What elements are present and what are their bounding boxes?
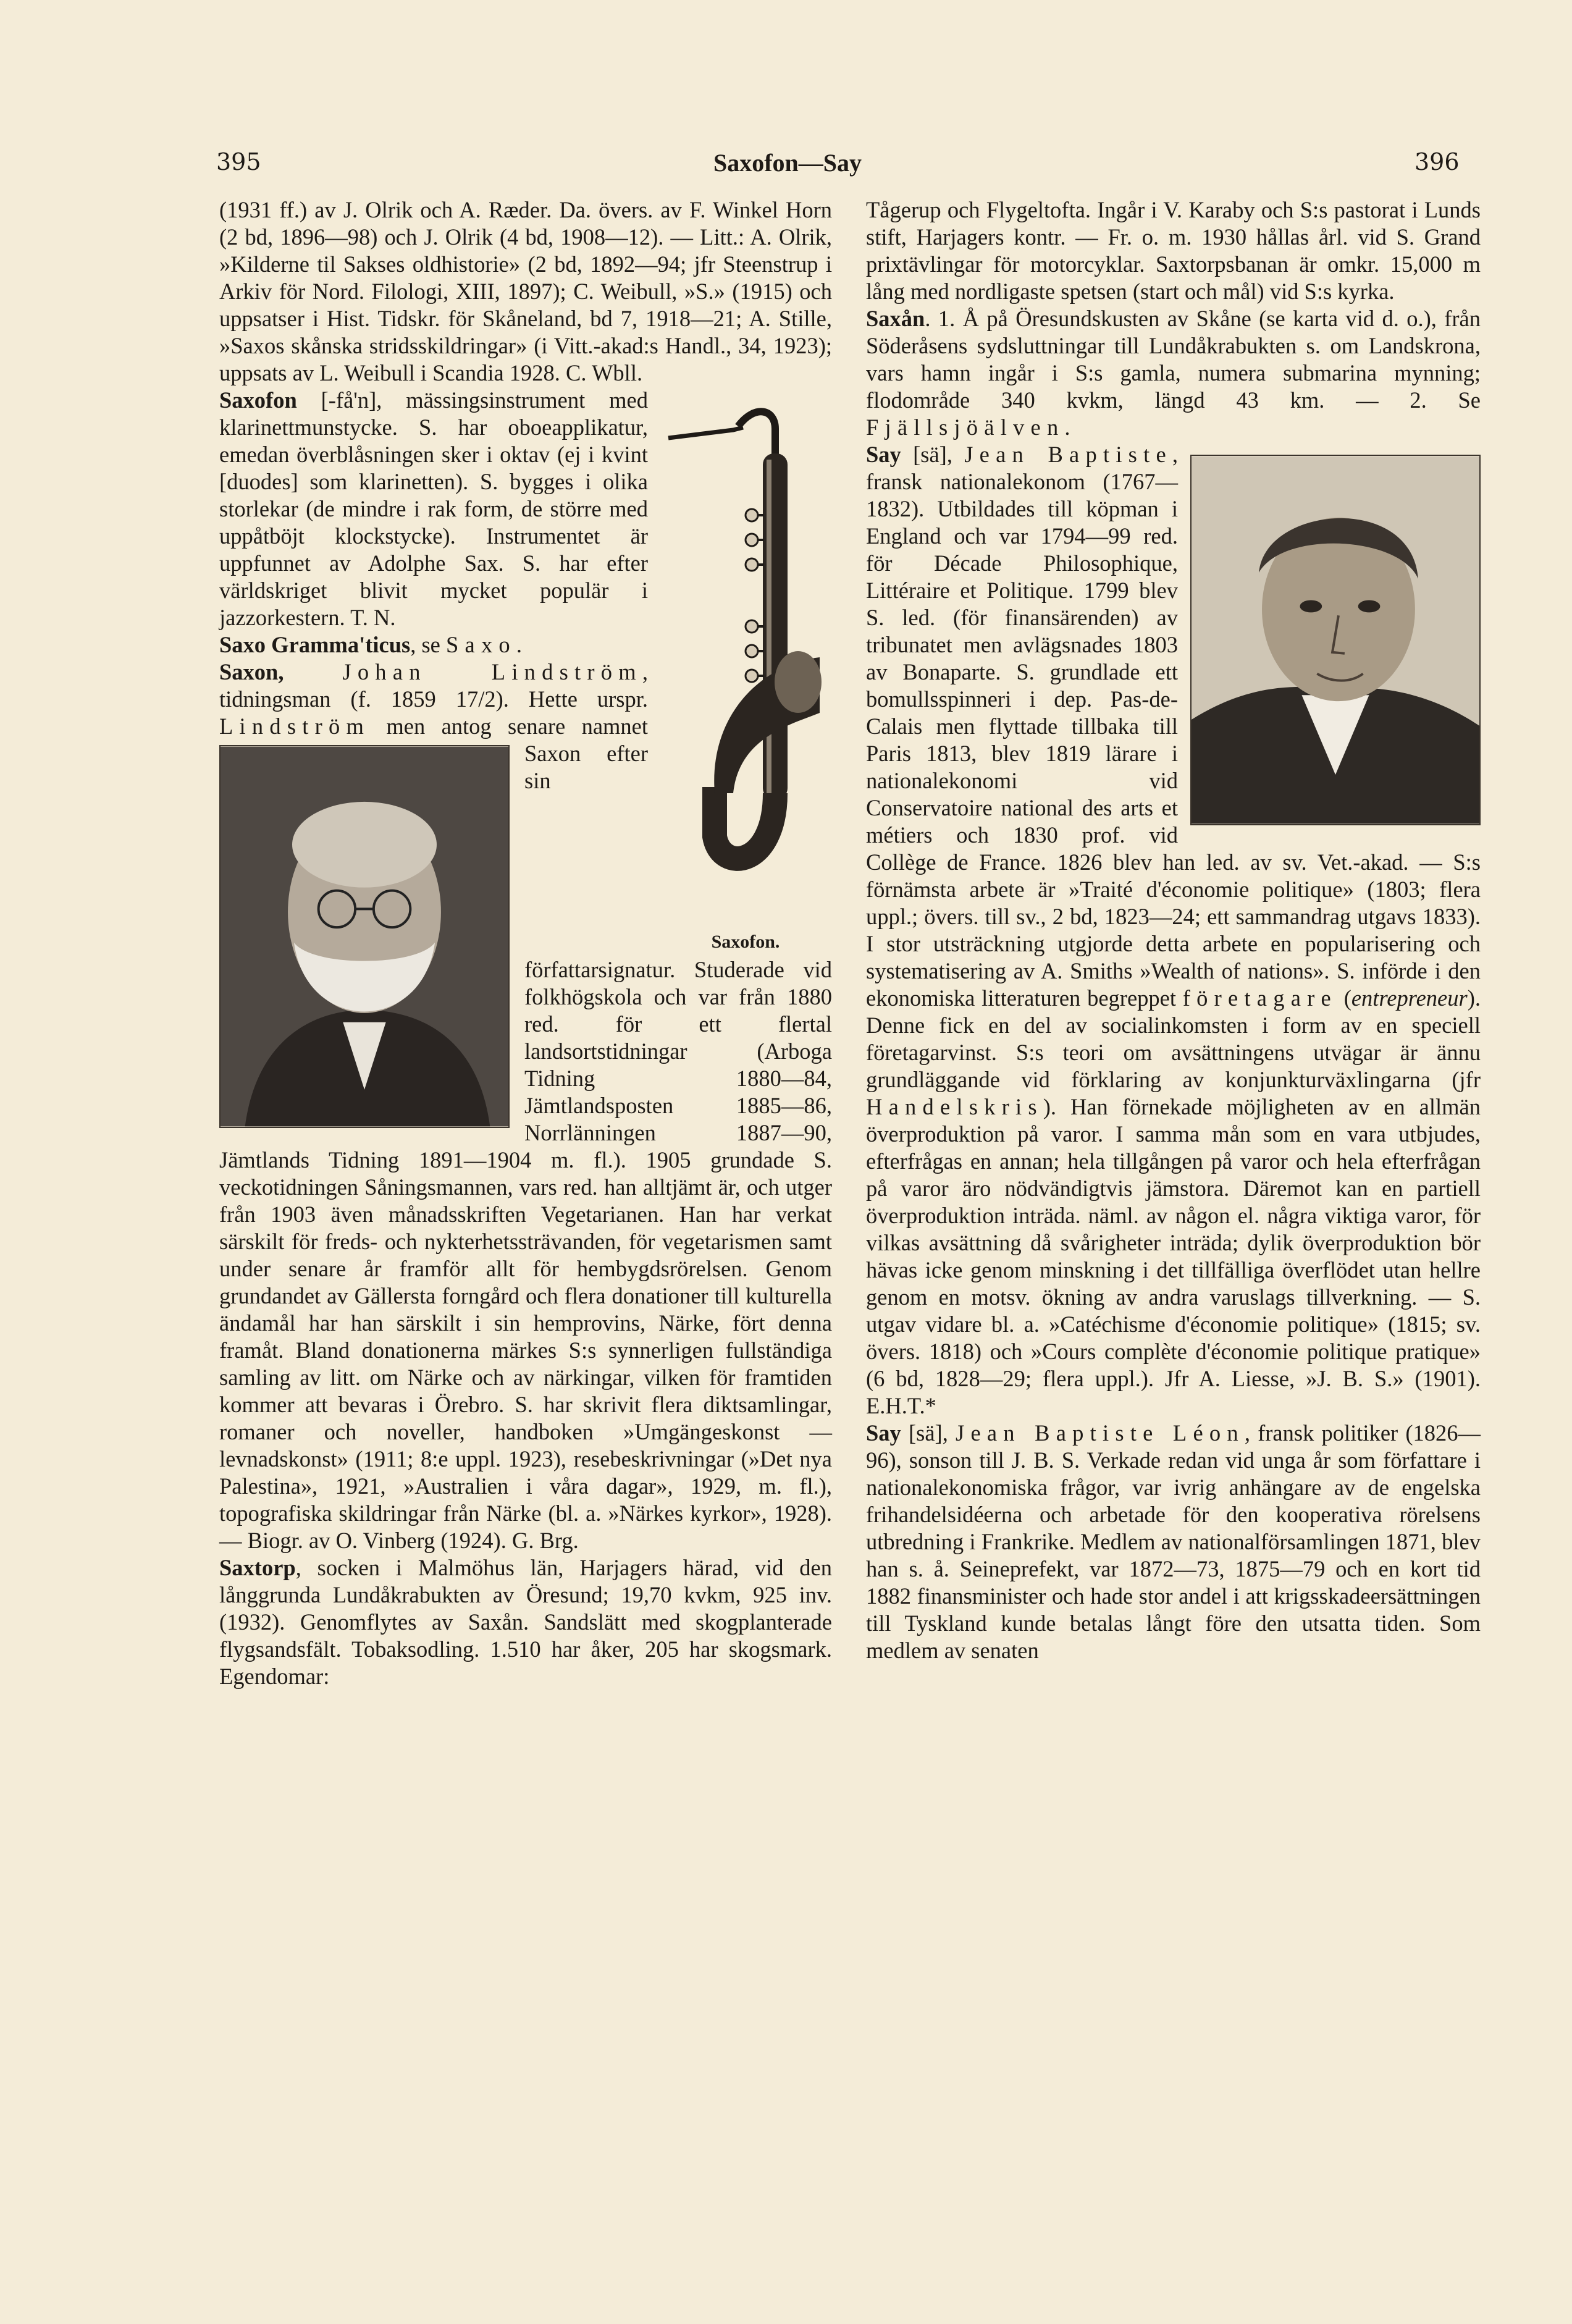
- saxon-fullname: Johan Lindström: [342, 659, 642, 684]
- headword-say-leon: Say: [866, 1420, 901, 1446]
- say-portrait: [1190, 455, 1481, 832]
- portrait-engraving-icon: [1190, 455, 1481, 825]
- say-term-entrepreneur: entrepreneur: [1351, 985, 1468, 1011]
- page-number-right: 396: [1414, 148, 1460, 175]
- say-jean-baptiste-entry: [866, 441, 1481, 1420]
- grammaticus-text: , se: [410, 632, 446, 657]
- say-paren-open: (: [1337, 985, 1351, 1011]
- right-column: [866, 196, 1481, 1664]
- saxon-text-1: , tidningsman (f. 1859 17/2). Hette urspr.: [219, 659, 648, 712]
- headword-saxan: Saxån: [866, 306, 925, 331]
- figure-caption: Saxofon.: [711, 932, 780, 952]
- say-term-foretagare: företagare: [1182, 985, 1337, 1011]
- saxan-text: . 1. Å på Öresundskusten av Skåne (se karta vid d. o.), från Söderåsens sydsluttningar till Lundåkrabukten s. om Landskrona, vars hamn ingår i S:s gamla, numera submarina mynning; flodområde 340 kvkm, längd 43 km. — 2. Se: [866, 306, 1481, 413]
- saxon-birthname: Lindström: [219, 714, 371, 739]
- cross-reference-fjallsjoalven: Fjällsjöälven: [866, 415, 1065, 440]
- headword-saxo-grammaticus: Saxo Gramma'ticus: [219, 632, 411, 657]
- saxtorp-entry: [219, 1554, 832, 1690]
- say-body-wrap: [866, 442, 1481, 1418]
- saxan-entry: [866, 305, 1481, 441]
- headword-saxtorp: Saxtorp: [219, 1555, 296, 1580]
- cross-reference-saxo: Saxo: [446, 632, 516, 657]
- saxofon-text: [-få'n], mässingsinstrument med klarinettmunstycke. S. har oboeapplikatur, emedan överblåsningen sker i oktav (ej i kvint [duodes] som klarinetten). S. bygges i olika storlekar (de mindre i rak form, de större med uppåtböjt klockstycke). Instrumentet är uppfunnet av Adolphe Sax. S. har efter världskriget blivit mycket populär i jazzorkestern. T. N.: [219, 387, 648, 630]
- say-text-4: ). Han förnekade möjligheten av en allmän överproduktion på varor. I samma mån som en vara utbjudes, efterfrågas en annan; hela tillgången på varor och hela efterfrågan på varor äro nödvändigtvis jämstora. Däremot kan en partiell överproduktion inträda. näml. av någon el. några viktiga varor, för vilkas avsättning då svårigheter inträda; dylik överproduktion bör hävas icke genom minskning i det tillfälliga överflödet utan hellre genom en motsv. ökning av andra varuslags tillverkning. — S. utgav vidare bl. a. »Catéchisme d'économie politique» (1815; sv. övers. 1818) och »Cours complète d'économie politique pratique» (6 bd, 1828—29; flera uppl.). Jfr A. Liesse, »J. B. S.» (1901). E.H.T.*: [866, 1094, 1481, 1418]
- saxon-portrait: [219, 745, 510, 1134]
- headword-saxon: Saxon,: [219, 659, 284, 684]
- say-leon-entry: [866, 1420, 1481, 1664]
- grammaticus-end: .: [516, 632, 523, 657]
- saxon-text-2: men antog senare namnet Saxon efter sin författarsignatur. Studerade vid folkhögskola och var från 1880 red. för ett flertal landsortstidningar (Arboga Tidning 1880—84, Jämtlandsposten 1885—86, Norrlänningen 1887—90, Jämtlands Tidning 1891—1904 m. fl.). 1905 grundade S. veckotidningen Såningsmannen, vars red. han alltjämt är, och utger från 1903 även månadsskriften Vegetarianen. Han har verkat särskilt för freds- och nykterhetssträvanden, för vegetarismen samt under senare år framför allt för hembygdsrörelsen. Genom grundandet av Gällersta forngård och flera donationer till kulturella ändamål har han särskilt i sin hemprovins, Närke, fört denna framåt. Bland donationerna märkes S:s synnerligen fullständiga samling av litt. om Närke och av närkingar, vilken för framtiden kommer att bevaras i Örebro. S. har skrivit flera diktsamlingar, romaner och noveller, handboken »Umgängeskonst — levnadskonst» (1911; 8:e uppl. 1923), resebeskrivningar (»Det nya Palestina», 1921, »Australien i våra dagar», 1929, m. fl.), topografiska skildringar från Närke (bl. a. »Närkes kyrkor», 1928). — Biogr. av O. Vinberg (1924). G. Brg.: [219, 714, 832, 1553]
- saxtorp-text: , socken i Malmöhus län, Harjagers härad, vid den långgrunda Lundåkrabukten av Öresund; 19,70 kvkm, 925 inv. (1932). Genomflytes av Saxån. Sandslätt med skogplanterade flygsandsfält. Tobaksodling. 1.510 har åker, 205 har skogsmark. Egendomar:: [219, 1555, 832, 1689]
- headword-saxofon: Saxofon: [219, 387, 297, 413]
- headword-say: Say: [866, 442, 901, 467]
- saxophone-icon: [665, 392, 826, 923]
- page-number-left: 395: [216, 148, 261, 175]
- say-leon-text-2: , fransk politiker (1826—96), sonson till J. B. S. Verkade redan vid unga år som författare i nationalekonomiska frågor, var ivrig anhängare av de engelska frihandelsidéerna och arbetade för den kooperativa rörelsens utbredning i Frankrike. Medlem av nationalförsamlingen 1871, blev han s. å. Seineprefekt, var 1872—73, 1875—79 och en kort tid 1882 finansminister och hade stor andel i att krigsskadeersättningen till Tyskland kunde betalas långt före den utsatta tiden. Som medlem av senaten: [866, 1420, 1481, 1663]
- say-text-3: ). Denne fick en del av socialinkomsten i form av en speciell företagarvinst. S:s teori om avsättningens utvägar är ännu grundläggande vid förklaring av konjunkturväxlingarna (jfr: [866, 985, 1481, 1092]
- running-header: Saxofon—Say: [713, 149, 862, 177]
- saxophone-figure: [659, 392, 832, 953]
- saxtorp-continued-text: Tågerup och Flygeltofta. Ingår i V. Karaby och S:s pastorat i Lunds stift, Harjagers kontr. — Fr. o. m. 1930 hållas årl. vid S. Grand prixtävlingar för motorcyklar. Saxtorpsbanan är omkr. 15,000 m lång med nordligaste spetsen (start och mål) vid S:s kyrka.: [866, 197, 1481, 304]
- saxo-literature-text: (1931 ff.) av J. Olrik och A. Ræder. Da. övers. av F. Winkel Horn (2 bd, 1896—98) och J. Olrik (4 bd, 1908—12). — Litt.: A. Olrik, »Kilderne til Sakses oldhistorie» (2 bd, 1892—94; jfr Steenstrup i Arkiv för Nord. Filologi, XIII, 1897); C. Weibull, »S.» (1915) och uppsatser i Hist. Tidskr. för Skåneland, bd 7, 1918—21; A. Stille, »Saxos skånska stridsskildringar» (i Vitt.-akad:s Handl., 34, 1923); uppsats av L. Weibull i Scandia 1928. C. Wbll.: [219, 197, 832, 385]
- say-text-1: [sä],: [901, 442, 965, 467]
- portrait-photo-icon: [219, 745, 510, 1128]
- say-leon-fullname: Jean Baptiste Léon: [956, 1420, 1245, 1446]
- saxan-end: .: [1064, 415, 1070, 440]
- saxo-literature-paragraph: [219, 196, 832, 387]
- left-column: [219, 196, 832, 1690]
- cross-reference-handelskris: Handelskris: [866, 1094, 1043, 1119]
- say-leon-text-1: [sä],: [901, 1420, 956, 1446]
- say-fullname: Jean Baptiste: [964, 442, 1172, 467]
- saxtorp-continued: [866, 196, 1481, 305]
- say-text-2: , fransk nationalekonom (1767—1832). Utbildades till köpman i England och var 1794—99 red. för Décade Philosophique, Littéraire et Politique. 1799 blev S. led. (för finansärenden) av tribunatet men avlägsnades 1803 av Bonaparte. S. grundlade ett bomullsspinneri i dep. Pas-de-Calais men flyttade tillbaka till Paris 1813, blev 1819 lärare i nationalekonomi vid Conservatoire national des arts et métiers och 1830 prof. vid Collège de France. 1826 blev han led. av sv. Vet.-akad. — S:s förnämsta arbete är »Traité d'économie politique» (1803; flera uppl.; övers. till sv., 2 bd, 1823—24; ett sammandrag utgavs 1833). I stor utsträckning utgjorde detta arbete en popularisering och systematisering av A. Smiths »Wealth of nations». S. införde i den ekonomiska litteraturen begreppet: [866, 442, 1481, 1011]
